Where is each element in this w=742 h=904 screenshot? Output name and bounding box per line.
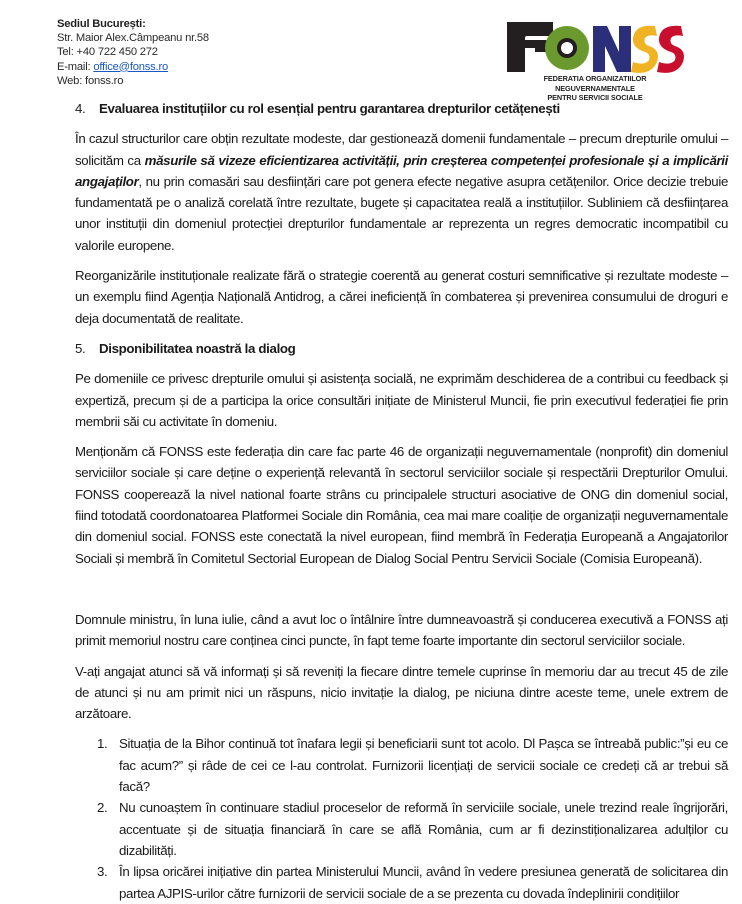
section-number: 5. (75, 340, 86, 356)
item-text: Situația de la Bihor continuă tot înafara legii și beneficiarii sunt tot acolo. Dl Pașca se întreabă public:”și eu ce fac acum?” și râde de cei ce l-au controlat. Furnizorii licențiați de servicii sociale ce credeți că ar trebui să facă? (119, 736, 728, 795)
closing-paragraph-1: Domnule ministru, în luna iulie, când a avut loc o întâlnire între dumneavoastră și conducerea executivă a FONSS ați primit memoriul nostru care conținea cinci puncte, în fapt teme foarte importante din sectorul serviciilor sociale. (75, 611, 728, 649)
email-link[interactable]: office@fonss.ro (93, 60, 169, 73)
section-4-paragraph-2: Reorganizările instituționale realizate fără o strategie coerentă au generat costuri semnificative și rezultate modeste – un exemplu fiind Agenția Națională Antidrog, a cărei ineficiență în combaterea și prevenirea consumului de droguri e deja documentată de realitate. (75, 268, 728, 326)
list-item (75, 797, 728, 861)
list-item (75, 733, 728, 797)
address: Str. Maior Alex.Câmpeanu nr.58 (57, 32, 209, 45)
item-number: 2. (97, 800, 108, 816)
section-title: Disponibilitatea noastră la dialog (99, 340, 296, 356)
web-label: Web: (57, 74, 86, 87)
item-number: 3. (97, 864, 108, 880)
item-text: Nu cunoaștem în continuare stadiul proceselor de reformă în serviciile sociale, unele trezind reale îngrijorări, accentuate și de situația financiară în care se află România, cum ar fi dezinstiționalizarea adulților cu dizabilități. (119, 800, 728, 858)
item-text: În lipsa oricărei inițiative din partea Ministerului Muncii, având în vedere presiunea generată de solicitarea din partea AJPIS-urilor către furnizorii de servicii sociale de a se prezenta cu dovada îndeplinirii condițiilor (119, 864, 728, 901)
office-title: Sediul București: (57, 18, 146, 30)
emphasized-text: măsurile să vizeze eficientizarea activității, prin creșterea competenței profesionale și a implicării angajaților (75, 152, 728, 189)
section-title: Evaluarea instituțiilor cu rol esențial pentru garantarea drepturilor cetățenești (99, 101, 560, 116)
letter-body (75, 98, 728, 904)
phone-line (57, 45, 209, 59)
contact-block (57, 17, 209, 88)
section-number: 4. (75, 101, 86, 116)
web-line (57, 74, 209, 88)
tagline-line-2: PENTRU SERVICII SOCIALE (547, 93, 643, 102)
text-span: , nu prin comasări sau desființări care pot genera efecte negative asupra cetățenilor. Orice decizie trebuie fundamentată pe o analiză corelată între rezultate, bugete și capacitatea reală a instituțiilor. Subliniem că desființarea unor instituții din domeniul protecției drepturilor fundamentale ar reprezenta un regres democratic incompatibil cu valorile europene. (75, 173, 728, 253)
section-5-heading (75, 338, 728, 359)
section-5-paragraph-1: Pe domeniile ce privesc drepturile omului și asistența socială, ne exprimăm deschiderea de a contribui cu feedback și expertiză, precum și de a participa la orice consultări inițiate de Ministerul Muncii, fie prin executivul federației fie prin membrii săi cu activitate în domeniu. (75, 371, 728, 429)
item-number: 1. (97, 736, 108, 752)
fonss-logo-icon (505, 18, 685, 74)
closing-paragraph-2: V-ați angajat atunci să vă informați și să reveniți la fiecare dintre temele cuprinse în memoriu dar au trecut 45 de zile de atunci și nu am primit nici un răspuns, nicio invitație la dialog, pe niciuna dintre aceste teme, unele extrem de arzătoare. (75, 663, 728, 722)
text-span: În cazul structurilor care obțin rezultate modeste, dar gestionează domenii fundamentale – precum drepturile omului – solicităm ca (75, 131, 728, 168)
email-line (57, 60, 209, 74)
fonss-logo (505, 18, 690, 102)
list-item (75, 861, 728, 904)
web-address: fonss.ro (85, 74, 124, 87)
issues-list (75, 733, 728, 903)
tagline-line-1: FEDERATIA ORGANIZATIILOR NEGUVERNAMENTALE (543, 74, 647, 93)
phone-number: +40 722 450 272 (76, 46, 158, 59)
section-4-heading (75, 98, 728, 119)
phone-label: Tel: (57, 46, 77, 59)
section-4-paragraph-1 (75, 128, 728, 256)
section-5-paragraph-2: Menționăm că FONSS este federația din care fac parte 46 de organizații neguvernamentale (nonprofit) din domeniul serviciilor sociale și care deține o experiență relevantă în sectorul serviciilor sociale și respectării Drepturilor Omului. FONSS cooperează la nivel national foarte strâns cu principalele structuri asociative de ONG din domeniul social, fiind totodată coordonatoarea Platformei Sociale din România, cea mai mare coaliție de organizații neguvernamentale din domeniul social. FONSS este conectată la nivel european, fiind membră în Federația Europeană a Angajatorilor Sociali și membră în Comitetul Sectorial European de Dialog Social Pentru Servicii Sociale (Comisia Europeană). (75, 444, 728, 566)
email-label: E-mail: (57, 60, 94, 73)
